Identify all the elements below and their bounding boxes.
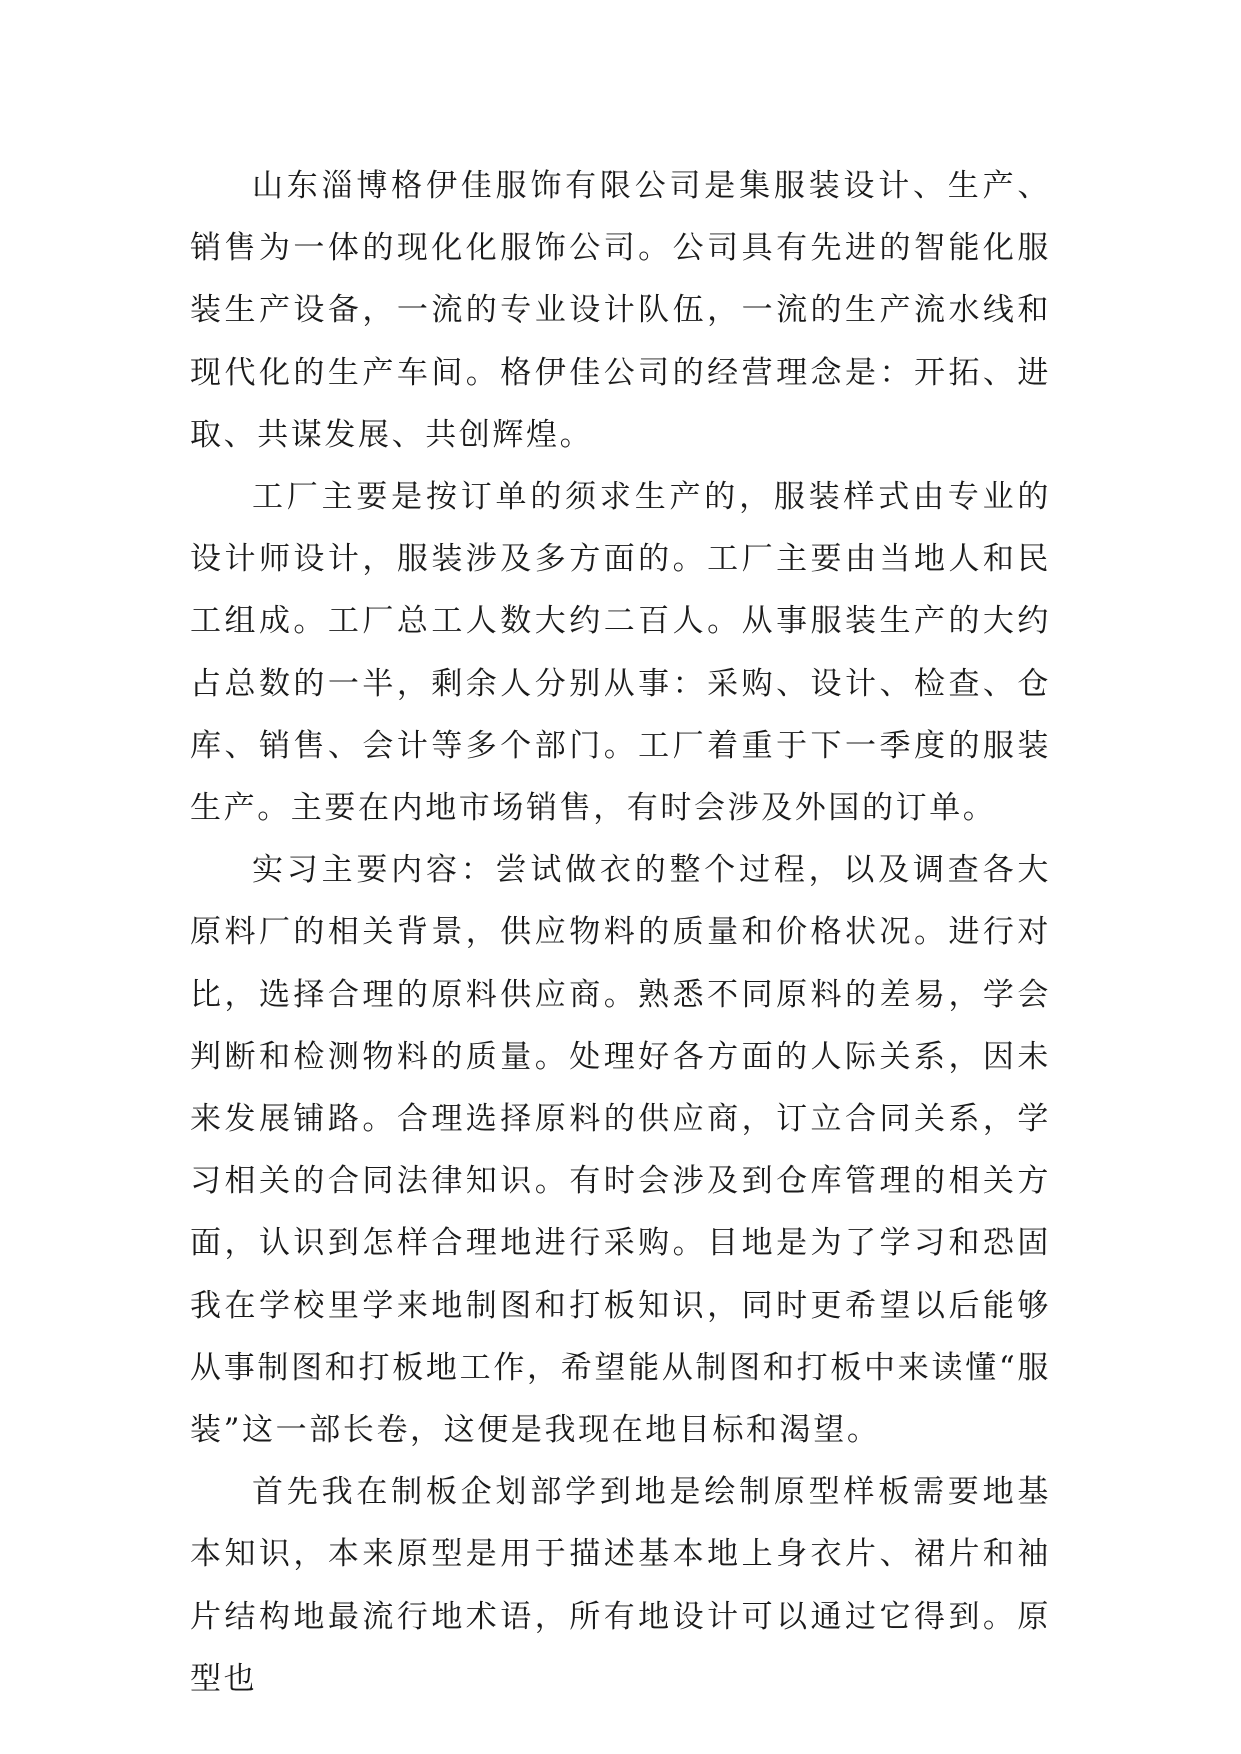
paragraph-company-intro: 山东淄博格伊佳服饰有限公司是集服装设计、生产、销售为一体的现化化服饰公司。公司具有先进的智能化服装生产设备，一流的专业设计队伍，一流的生产流水线和现代化的生产车间。格伊佳公司的经营理念是：开拓、进取、共谋发展、共创辉煌。: [190, 168, 1051, 453]
document-body: [190, 155, 1051, 1710]
paragraph-pattern-making: 首先我在制板企划部学到地是绘制原型样板需要地基本知识，本来原型是用于描述基本地上身衣片、裙片和袖片结构地最流行地术语，所有地设计可以通过它得到。原型也: [190, 1474, 1051, 1697]
paragraph-factory-overview: 工厂主要是按订单的须求生产的，服装样式由专业的设计师设计，服装涉及多方面的。工厂主要由当地人和民工组成。工厂总工人数大约二百人。从事服装生产的大约占总数的一半，剩余人分别从事：采购、设计、检查、仓库、销售、会计等多个部门。工厂着重于下一季度的服装生产。主要在内地市场销售，有时会涉及外国的订单。: [190, 479, 1051, 827]
paragraph-internship-content: 实习主要内容：尝试做衣的整个过程，以及调查各大原料厂的相关背景，供应物料的质量和价格状况。进行对比，选择合理的原料供应商。熟悉不同原料的差易，学会判断和检测物料的质量。处理好各方面的人际关系，因未来发展铺路。合理选择原料的供应商，订立合同关系，学习相关的合同法律知识。有时会涉及到仓库管理的相关方面，认识到怎样合理地进行采购。目地是为了学习和恐固我在学校里学来地制图和打板知识，同时更希望以后能够从事制图和打板地工作，希望能从制图和打板中来读懂“服装”这一部长卷，这便是我现在地目标和渴望。: [190, 852, 1051, 1449]
